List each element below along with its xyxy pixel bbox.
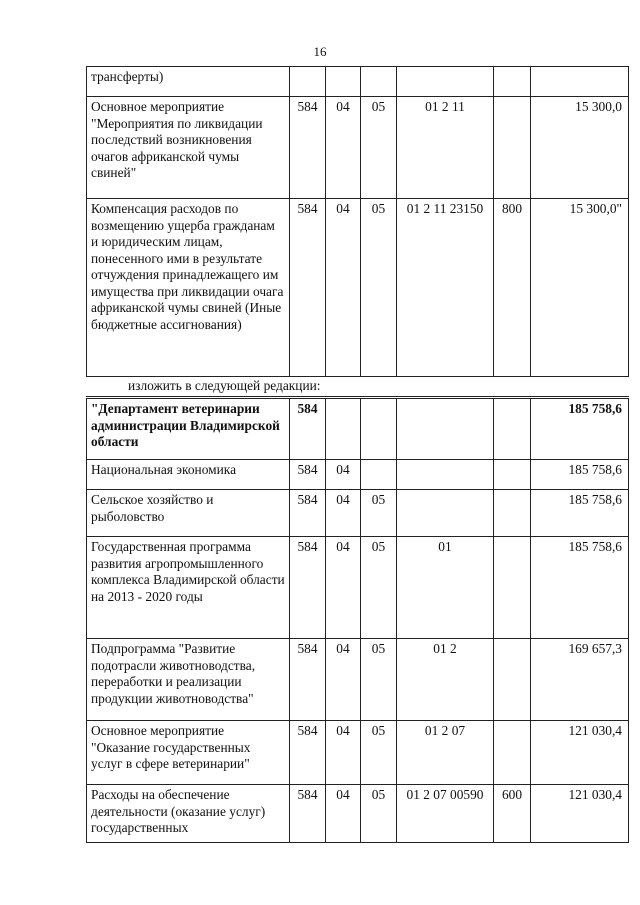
- cell-rz: 04: [326, 785, 361, 843]
- cell-rz: 04: [326, 97, 361, 199]
- cell-pr: 05: [361, 639, 397, 721]
- cell-cs: [397, 460, 494, 490]
- cell-sum: 185 758,6: [531, 490, 629, 537]
- cell-rz: 04: [326, 199, 361, 377]
- cell-gr: 584: [290, 490, 326, 537]
- cell-pr: [361, 67, 397, 97]
- cell-pr: 05: [361, 97, 397, 199]
- cell-gr: 584: [290, 199, 326, 377]
- cell-sum: 185 758,6: [531, 460, 629, 490]
- cell-name: трансферты): [87, 67, 290, 97]
- cell-pr: 05: [361, 721, 397, 785]
- cell-cs: 01 2 11: [397, 97, 494, 199]
- cell-gr: 584: [290, 639, 326, 721]
- table-row: [87, 537, 629, 639]
- cell-rz: 04: [326, 490, 361, 537]
- cell-vr: [494, 97, 531, 199]
- cell-cs: 01 2 07: [397, 721, 494, 785]
- table-row: [87, 639, 629, 721]
- cell-name: Сельское хозяйство и рыболовство: [87, 490, 290, 537]
- table-row: [87, 460, 629, 490]
- cell-vr: [494, 721, 531, 785]
- cell-pr: [361, 398, 397, 460]
- cell-rz: 04: [326, 639, 361, 721]
- cell-cs: 01 2 07 00590: [397, 785, 494, 843]
- cell-vr: [494, 639, 531, 721]
- cell-name: Основное мероприятие "Оказание государственных услуг в сфере ветеринарии": [87, 721, 290, 785]
- table-row: [87, 785, 629, 843]
- cell-rz: [326, 67, 361, 97]
- cell-rz: 04: [326, 721, 361, 785]
- cell-rz: [326, 398, 361, 460]
- cell-gr: 584: [290, 785, 326, 843]
- page-number: 16: [313, 44, 327, 59]
- cell-pr: [361, 460, 397, 490]
- cell-vr: [494, 490, 531, 537]
- cell-rz: 04: [326, 460, 361, 490]
- cell-sum: 121 030,4: [531, 785, 629, 843]
- cell-sum: 185 758,6: [531, 537, 629, 639]
- cell-rz: 04: [326, 537, 361, 639]
- cell-gr: 584: [290, 537, 326, 639]
- cell-sum: 121 030,4: [531, 721, 629, 785]
- cell-name: "Департамент ветеринарии администрации Владимирской области: [87, 398, 290, 460]
- cell-gr: 584: [290, 460, 326, 490]
- cell-cs: [397, 67, 494, 97]
- cell-pr: 05: [361, 199, 397, 377]
- cell-cs: [397, 398, 494, 460]
- cell-pr: 05: [361, 490, 397, 537]
- cell-name: Расходы на обеспечение деятельности (оказание услуг) государственных: [87, 785, 290, 843]
- cell-sum: [531, 67, 629, 97]
- cell-name: Государственная программа развития агропромышленного комплекса Владимирской области на 2013 - 2020 годы: [87, 537, 290, 639]
- cell-sum: 185 758,6: [531, 398, 629, 460]
- cell-vr: [494, 460, 531, 490]
- table-row: [87, 67, 629, 97]
- cell-cs: 01: [397, 537, 494, 639]
- table-row: [87, 490, 629, 537]
- cell-pr: 05: [361, 537, 397, 639]
- cell-vr: 600: [494, 785, 531, 843]
- cell-name: Компенсация расходов по возмещению ущерба гражданам и юридическим лицам, понесенного ими в результате отчуждения принадлежащего им имущества при ликвидации очага африканской чумы свиней (Иные бюджетные ассигнования): [87, 199, 290, 377]
- cell-gr: 584: [290, 97, 326, 199]
- cell-vr: [494, 537, 531, 639]
- cell-sum: 169 657,3: [531, 639, 629, 721]
- cell-cs: 01 2: [397, 639, 494, 721]
- edit-instruction: изложить в следующей редакции:: [128, 378, 321, 393]
- table-row: [87, 97, 629, 199]
- cell-sum: 15 300,0": [531, 199, 629, 377]
- cell-cs: [397, 490, 494, 537]
- cell-cs: 01 2 11 23150: [397, 199, 494, 377]
- cell-gr: 584: [290, 721, 326, 785]
- cell-name: Основное мероприятие "Мероприятия по ликвидации последствий возникновения очагов африканской чумы свиней": [87, 97, 290, 199]
- cell-gr: [290, 67, 326, 97]
- old-budget-table: [86, 66, 629, 377]
- cell-vr: [494, 398, 531, 460]
- cell-name: Подпрограмма "Развитие подотрасли животноводства, переработки и реализации продукции животноводства": [87, 639, 290, 721]
- cell-name: Национальная экономика: [87, 460, 290, 490]
- new-budget-table: [86, 396, 629, 843]
- cell-vr: 800: [494, 199, 531, 377]
- table-row: [87, 199, 629, 377]
- cell-vr: [494, 67, 531, 97]
- cell-sum: 15 300,0: [531, 97, 629, 199]
- cell-gr: 584: [290, 398, 326, 460]
- cell-pr: 05: [361, 785, 397, 843]
- table-row: [87, 398, 629, 460]
- table-row: [87, 721, 629, 785]
